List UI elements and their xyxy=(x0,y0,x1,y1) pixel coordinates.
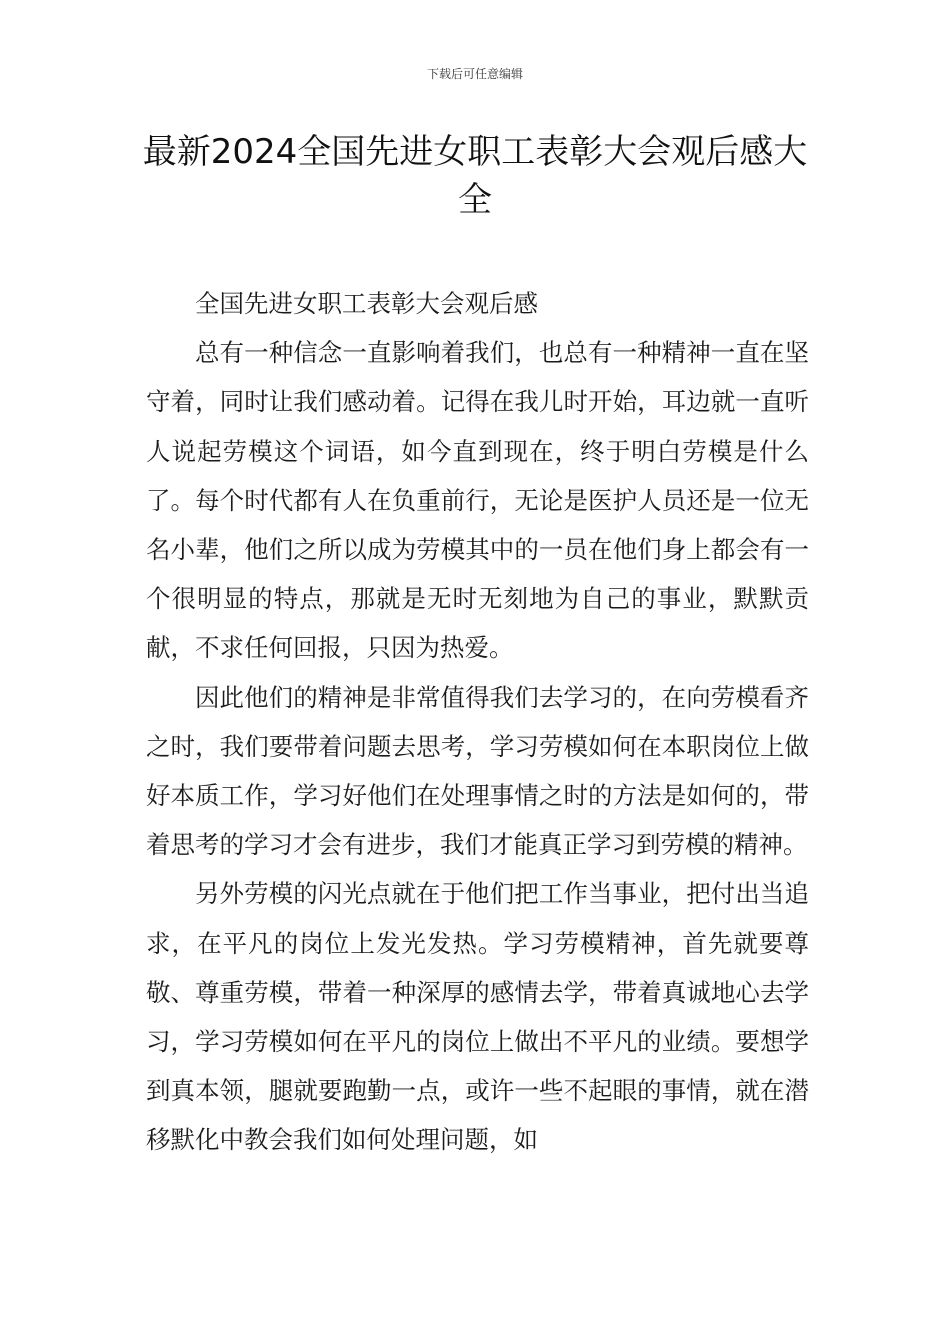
document-subtitle: 全国先进女职工表彰大会观后感 xyxy=(195,289,538,318)
paragraph: 因此他们的精神是非常值得我们去学习的，在向劳模看齐之时，我们要带着问题去思考，学习劳模如何在本职岗位上做好本质工作，学习好他们在处理事情之时的方法是如何的，带着思考的学习才会有进步，我们才能真正学习到劳模的精神。 xyxy=(146,682,809,860)
document-title: 最新2024全国先进女职工表彰大会观后感大全 xyxy=(142,132,808,220)
header-note: 下载后可任意编辑 xyxy=(426,67,523,81)
document-body xyxy=(146,279,809,1165)
paragraph: 另外劳模的闪光点就在于他们把工作当事业，把付出当追求，在平凡的岗位上发光发热。学习劳模精神，首先就要尊敬、尊重劳模，带着一种深厚的感情去学，带着真诚地心去学习，学习劳模如何在平凡的岗位上做出不平凡的业绩。要想学到真本领，腿就要跑勤一点，或许一些不起眼的事情，就在潜移默化中教会我们如何处理问题，如 xyxy=(146,879,809,1155)
paragraph: 总有一种信念一直影响着我们，也总有一种精神一直在坚守着，同时让我们感动着。记得在我儿时开始，耳边就一直听人说起劳模这个词语，如今直到现在，终于明白劳模是什么了。每个时代都有人在负重前行，无论是医护人员还是一位无名小辈，他们之所以成为劳模其中的一员在他们身上都会有一个很明显的特点，那就是无时无刻地为自己的事业，默默贡献，不求任何回报，只因为热爱。 xyxy=(146,338,809,663)
